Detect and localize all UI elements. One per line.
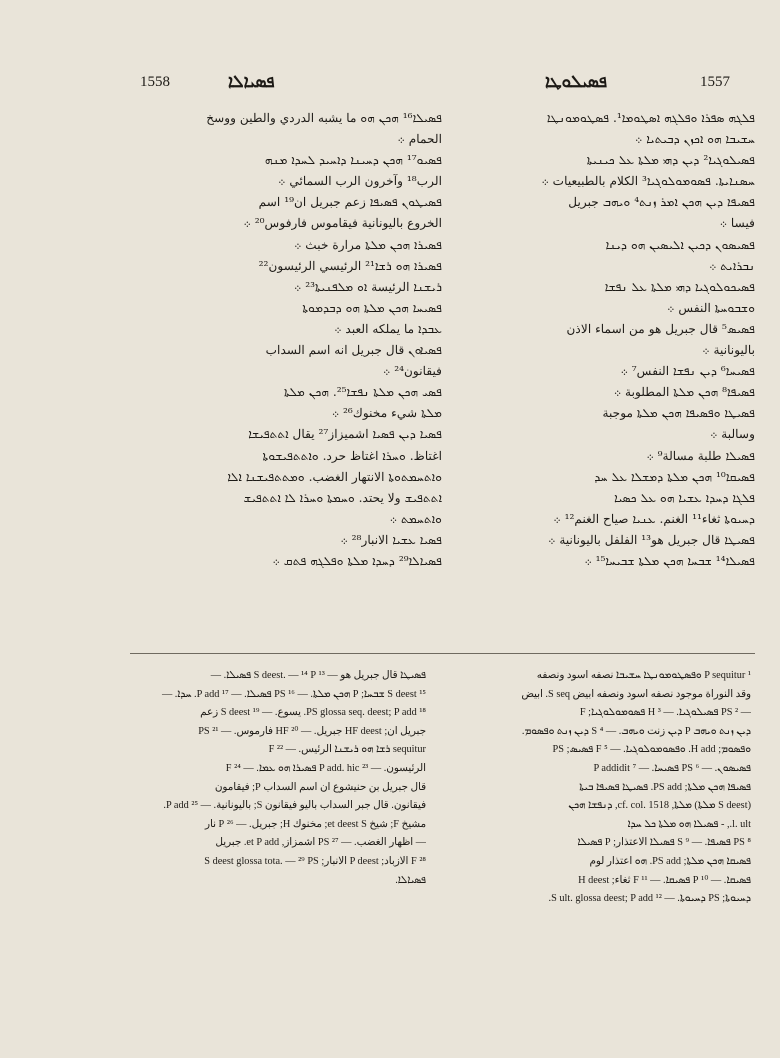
right-column-line-6: فيسا ܀ (719, 216, 755, 231)
left-footnote-line-9: مشيخ F; شيخ et deest S; مخنوك H; جبريل. — ²⁶ P نار (204, 818, 426, 830)
left-footnote-line-8: فيقانون. قال جبر السداب باليو فيقانون S; باليونانية. — ²⁵ P add. (163, 800, 426, 812)
left-column-line-7: ܦܣܝܪܐ ܗܟܢ ܡܠܬܐ مرارة خبث ܀ (294, 237, 442, 252)
right-column-line-22: ܦܣܝܠܐ¹⁴ ܫܒܚܐ ܗܟܢ ܡܠܬܐ ܫܒܝܚܐ¹⁵ ܀ (584, 553, 755, 568)
left-column-line-17: اغتاظ. ܘܚܪܐ اغتاظ حرد. ܘܐܬܬܦܝܫܘܬܐ (262, 448, 442, 463)
right-column-line-12: باليونانية ܀ (702, 343, 755, 358)
right-footnote-line-6: ܦܣܝܣܘܢ. — ⁶ PS ܦܣܝܚܐ. — ⁷ P addidit (593, 762, 751, 774)
left-column-line-15: ܡܠܬܐ شيء مخنوك²⁶ ܀ (331, 406, 442, 421)
left-column-line-10: ܦܣܝܚܐ ܗܟܢ ܡܠܬܐ ܗܘ ܕܒܕܡܘܬܐ (302, 300, 442, 315)
right-footnote-line-7: ܦܣܝܦܐ ܗܟܢ ܡܠܬܐ; PS add. ܦܣܝܛܐ ܦܣܝܦܐ ܒܝܬܐ (579, 781, 751, 793)
left-column-line-5: ܦܣܝܛܘܢ ܦܣܝܦܐ زعم جبريل ان¹⁹ اسم (258, 195, 442, 210)
left-column-line-9: ܪܝܫܢܐ الرئيسة ܐܘ ܡܠܦܢܝܬܐ²³ ܀ (294, 279, 442, 294)
right-column-line-7: ܦܣܝܣܘܢ ܕܟܝܢ ܐܠܝܣܝܢ ܗܘ ܕܝܢܐ (605, 237, 755, 252)
left-column-line-14: ܦܣܝ ܗܟܢ ܡܠܬܐ ܢܦܫܐ²⁵. ܗܟܢ ܡܠܬܐ (284, 385, 442, 400)
left-column-line-20: ܘܐܬܚܡܬ ܀ (389, 511, 442, 526)
left-running-title: ܦܣܝܐܠܐ (228, 72, 275, 92)
left-column-line-4: الرب¹⁸ وآخرون الرب السمائي ܀ (278, 174, 442, 189)
right-column-line-20: ܕܚܝܘܬܐ ثغاء¹¹ الغنم. ܥܢܝܐ صياح الغنم¹² ܀ (553, 511, 755, 526)
right-text-column (443, 108, 755, 572)
right-footnote-line-12: ܦܣܝܩܐ. — ¹⁰ P ܦܣܝܩܐ. — ¹¹ F ثغاء; H deest (578, 874, 751, 886)
right-column-line-15: ܦܣܝܛܐ ܘܦܣܝܦܐ ܗܟܢ ܡܠܬܐ موجبة (602, 406, 755, 421)
left-column-line-6: الخروع باليونانية فيقاموس فارفوس²⁰ ܀ (243, 216, 442, 231)
left-column-line-22: ܦܣܝܐܠܐ²⁹ ܕܚܕܐ ܡܠܬܐ ܘܦܠܓܗ ܦܬܩ ܀ (272, 553, 442, 568)
right-footnote-line-2: وقد النوراة موجود نصفه اسود ونصفه ابيض S seq. ابيض (521, 688, 751, 700)
right-column-line-9: ܦܣܝܟܘܠܘܓܝܐ ܕܗܝ ܡܠܬܐ ܥܠ ܢܦܫܐ (604, 279, 755, 294)
right-column-line-16: وسالبة ܀ (710, 427, 755, 442)
left-column-line-12: ܦܣܝܐܘܢ قال جبريل انه اسم السداب (265, 343, 442, 358)
right-column-line-1: ܦܠܓܗ ܣܦܪܐ ܘܦܠܓܗ ܐܣܛܘܡܐ¹. ܦܣܛܘܡܘܢܛܐ (546, 111, 755, 125)
right-column-line-17: ܦܣܝܠܐ طلبة مسالة⁹ ܀ (646, 448, 755, 463)
left-text-column (130, 108, 442, 572)
left-footnote-line-4: جبريل ان; HF deest جبريل. — ²⁰ HF فارموس. — ²¹ PS (198, 725, 426, 737)
left-column-line-16: ܦܣܝܐ ܕܝܢ ܦܣܝܐ اشميزاز²⁷ يقال ܐܬܬܦܝܫܐ (248, 427, 442, 442)
left-footnotes (130, 667, 426, 890)
left-footnote-line-1: ܦܣܝܛܐ قال جبريل هو — ¹³ S deest. — ¹⁴ P ܦܣܝܠܐ. — (210, 670, 426, 681)
right-footnote-line-13: ܕܚܝܘܬܐ; PS ܕܚܝܘܬܐ. — ¹² S ult. glossa deest; P add. (548, 893, 751, 905)
right-footnote-line-8: (S deest ܡܠܬܐ) ܡܠܬܐ, cf. col. 1518, ܕܢܦܫܐ ܗܟܢ (568, 800, 751, 812)
right-column-line-13: ܦܣܝܚܐ⁶ ܕܝܢ ܢܦܫܐ النفس⁷ ܀ (620, 364, 755, 379)
right-column-line-8: ܢܒܪܐܝܬ ܀ (709, 258, 755, 273)
left-column-line-1: ܦܣܝܠܐ¹⁶ ܗܟܢ ܗܘ ما يشبه الدردي والطين ووسخ (206, 111, 442, 125)
right-column-line-18: ܦܣܝܩܐ¹⁰ ܗܟܢ ܡܠܬܐ ܕܡܫܠܐ ܥܠ ܚܕ (594, 469, 755, 484)
right-column-line-10: ܘܫܒܘܚܬܐ النفس ܀ (667, 300, 755, 315)
right-footnote-line-5: ܘܦܣܘܡ; H add. ܘܦܣܘܡܘܠܘܓܝܐ. — ⁵ F ܦܣܝܣ; PS (552, 744, 751, 756)
left-column-line-13: فيقانون²⁴ ܀ (383, 364, 442, 379)
left-footnote-line-6: الرئيسون. — ²³ P add. hic ܦܣܝܪܐ ܗܘ ܥܡܐ. — ²⁴ F (225, 762, 426, 774)
left-footnote-line-10: — اظهار الغضب. — ²⁷ PS اشمزاز, et P add. جبريل (215, 837, 426, 849)
left-column-line-2: الحمام ܀ (397, 132, 442, 147)
right-footnote-line-3: — ² PS ܦܣܝܠܘܓܝܐ. — ³ H ܦܣܘܡܘܠܘܓܝܐ; F (579, 707, 751, 719)
right-column-line-3: ܦܣܝܠܘܓܝܐ² ܕܝܢ ܕܗܝ ܡܠܬܐ ܥܠ ܟܝܢܝܬܐ (586, 153, 755, 168)
right-column-line-21: ܦܣܝܛܐ قال جبريل هو¹³ الفلفل باليونانية ܀ (548, 532, 755, 547)
right-column-line-11: ܦܣܝܣ⁵ قال جبريل هو من اسماء الاذن (566, 321, 755, 336)
right-column-line-5: ܦܣܝܦܐ ܕܝܢ ܗܟܢ ܐܡܪ ܙܢܬ⁴ ܘܝܗܒ جبريل (568, 195, 755, 210)
left-column-line-11: ܥܒܕܐ ما يملكه العبد ܀ (334, 321, 442, 336)
left-column-line-3: ܦܣܝܘ¹⁷ ܗܟܢ ܕܚܝܢܐ ܕܐܚܝܕ ܠܚܕܐ ܡܢܗ (264, 153, 442, 168)
right-column-line-19: ܦܠܓܐ ܕܚܕܐ ܥܫܝܐ ܗܘ ܥܠ ܟܣܝܐ (614, 490, 755, 505)
left-footnote-line-11: ²⁸ F الازباد; P deest الانبار; S deest glossa tota. — ²⁹ PS (204, 855, 426, 867)
right-footnote-line-1: ¹ P sequitur ܘܦܣܛܘܡܘܢܛܐ ܚܫܝܒܐ نصفه اسود ونصفه (536, 670, 751, 681)
left-column-line-21: ܦܣܝܐ ܥܫܝܐ الانبار²⁸ ܀ (340, 532, 442, 547)
left-column-line-19: ܐܬܬܦܝܫ ولا يحتد. ܘܚܡܬܐ ܘܚܪܐ ܠܐ ܐܬܬܦܝܫ (243, 490, 442, 505)
right-footnote-line-4: ܕܝܢ ܙܢܬ ܘܝܗܒ P ܕܝܢ زنت ܘܝܗܒ. — ⁴ S ܕܝܢ ܙܢܬ ܘܦܣܘܡ. (521, 725, 751, 737)
left-footnote-line-5: sequitur ܪܫܐ ܗܘ ܪܝܫܢܐ الرئيس. — ²² F (268, 744, 426, 756)
left-page-number: 1558 (140, 74, 170, 90)
right-page-number: 1557 (700, 74, 730, 90)
left-column-line-8: ܦܣܝܪܐ ܗܘ ܪܫܐ²¹ الرئيسي الرئيسون²² (258, 258, 442, 273)
right-column-line-14: ܦܣܝܦܐ⁸ ܗܟܢ ܡܠܬܐ المطلوبة ܀ (613, 385, 755, 400)
right-running-title: ܦܣܝܠܘܛܐ (545, 72, 608, 92)
left-footnote-line-2: ¹⁵ S deest ܫܒܚܐ; P ܗܟܢ ܡܠܬܐ. — ¹⁶ PS ܦܣܝܠܐ. — ¹⁷ P add. ܚܕܐ. — (161, 688, 426, 700)
left-footnote-line-12: ܦܣܝܐܠܐ. (395, 874, 426, 886)
left-footnote-line-7: قال جبريل بن حنيشوع ان اسم السداب P; فيقامون (214, 781, 426, 793)
right-column-line-2: ܚܫܝܒܐ ܗܘ ܐܟܙܢ ܕܒܝܬܝܐ ܀ (635, 132, 755, 147)
footnote-divider (130, 653, 755, 654)
left-footnote-line-3: ¹⁸ PS glossa seq. deest; P add. يسوع. — ¹⁹ S deest زعم (200, 707, 426, 719)
right-column-line-4: ܚܣܢܐܝܬܐ. ܦܣܘܡܘܠܘܓܝܐ³ الكلام بالطبيعيات ܀ (541, 174, 755, 189)
right-footnote-line-11: ܦܣܝܩܐ ܗܟܢ ܡܠܬܐ; PS add. ܗܘ اعتذار لوم (589, 855, 751, 867)
right-footnote-line-9: l. ult., - ܦܣܝܠܐ ܗܘ ܡܠܬܐ ܟܠ ܚܕܐ (627, 818, 751, 830)
right-footnote-line-10: ⁸ PS ܦܣܝܦܐ. — ⁹ S ܦܣܝܠܐ الاعتذار; P ܦܣܝܠܐ (577, 837, 751, 849)
right-footnotes (455, 667, 751, 909)
left-column-line-18: ܘܐܬܚܡܬܘܬܐ الانتهار الغضب. ܘܡܬܬܦܝܫܢܐ ܐܠܐ (227, 469, 442, 484)
